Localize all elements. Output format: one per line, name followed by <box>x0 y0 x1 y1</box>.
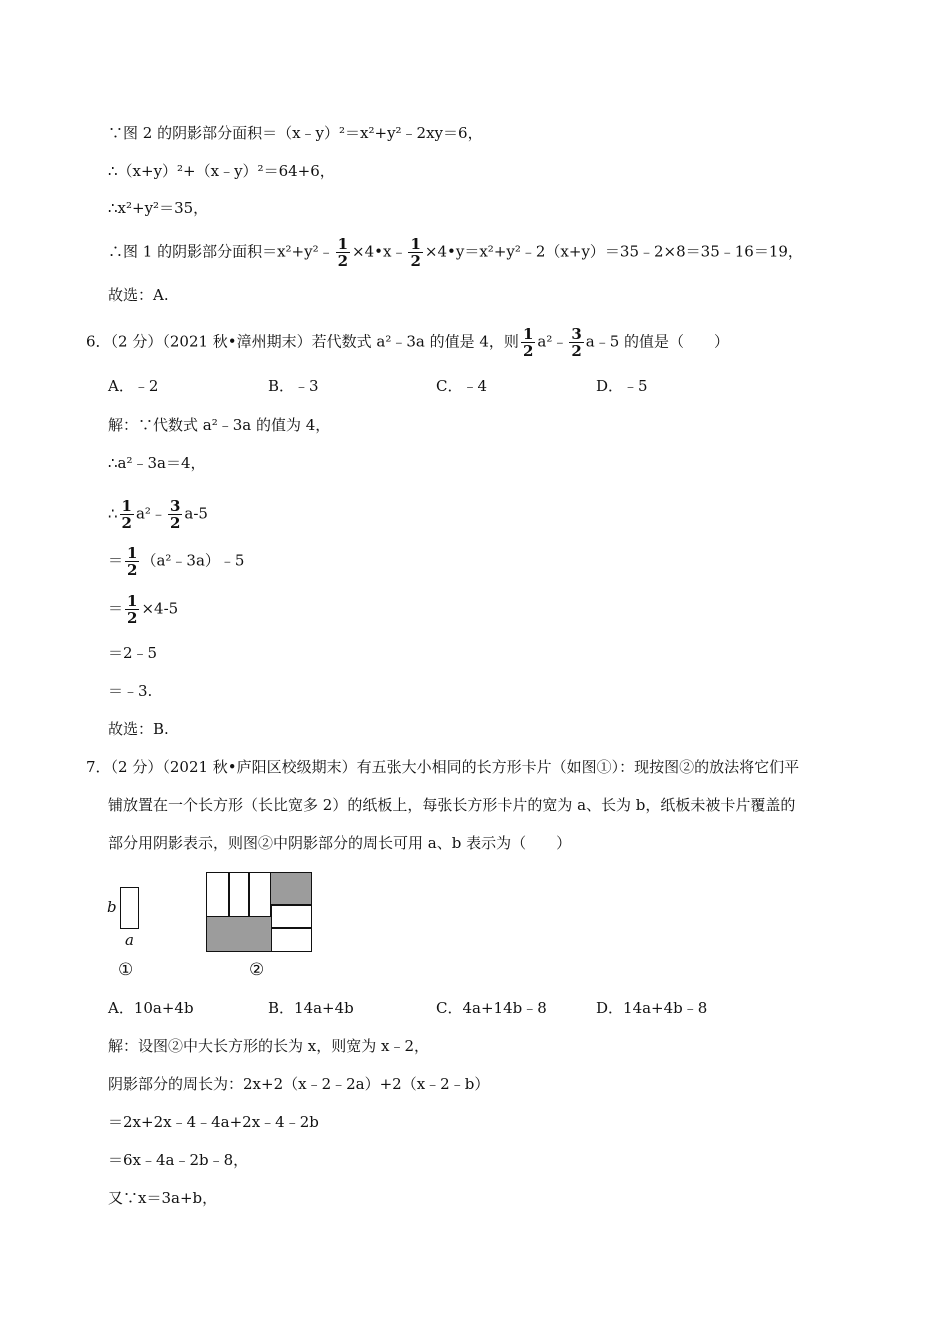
solution-7-line-1: 解：设图②中大长方形的长为 x，则宽为 x﹣2， <box>108 1037 430 1055</box>
card-horizontal-1 <box>270 904 312 929</box>
denominator: 2 <box>127 561 138 579</box>
option-d: D．14a+4b﹣8 <box>596 999 708 1017</box>
card-vertical-2 <box>228 872 250 918</box>
numerator: 1 <box>121 497 132 515</box>
solution-6-line-7: ＝﹣3. <box>108 682 153 700</box>
denominator: 2 <box>121 514 132 532</box>
numerator: 1 <box>522 325 534 343</box>
figure-1-b-label: b <box>107 898 117 916</box>
question-7-line-3: 部分用阴影表示，则图②中阴影部分的周长可用 a、b 表示为（ ） <box>108 834 572 852</box>
figure-1-label: ① <box>118 960 134 980</box>
denominator: 2 <box>169 514 181 532</box>
question-7-line-1: 7．（2 分）（2021 秋•庐阳区校级期末）有五张大小相同的长方形卡片（如图①）：现按图②的放法将它们平 <box>86 758 800 776</box>
text: 6．（2 分）（2021 秋•漳州期末）若代数式 a²﹣3a 的值是 4，则 <box>86 332 519 351</box>
numerator: 1 <box>127 544 138 562</box>
solution-6-line-5 <box>108 593 178 626</box>
text: （a²﹣3a）﹣5 <box>141 551 245 570</box>
text: ∴ <box>108 504 118 523</box>
card-vertical-3 <box>248 872 272 918</box>
question-7-line-2: 铺放置在一个长方形（长比宽多 2）的纸板上，每张长方形卡片的宽为 a、长为 b，纸板未被卡片覆盖的 <box>108 796 796 814</box>
fraction-half <box>408 236 422 269</box>
denominator: 2 <box>522 342 534 360</box>
solution-line-5: 故选：A. <box>108 286 169 304</box>
text: a²﹣ <box>537 332 568 351</box>
question-6-options <box>108 376 808 396</box>
solution-6-line-4 <box>108 545 244 578</box>
option-a: A．10a+4b <box>108 999 194 1017</box>
solution-6-line-3 <box>108 498 208 531</box>
fraction-half <box>125 545 139 578</box>
solution-6-line-8: 故选：B. <box>108 720 169 738</box>
option-d: D．﹣5 <box>596 377 648 395</box>
text: ×4•x﹣ <box>352 242 407 261</box>
card-vertical-1 <box>206 872 230 918</box>
text: ∴图 1 的阴影部分面积＝x²+y²﹣ <box>108 242 334 261</box>
figure-1-a-label: a <box>125 931 134 949</box>
denominator: 2 <box>571 342 582 360</box>
text: a﹣5 的值是（ ） <box>585 332 730 351</box>
fraction-half <box>521 326 535 359</box>
option-c: C．4a+14b﹣8 <box>436 999 547 1017</box>
solution-7-line-2: 阴影部分的周长为：2x+2（x﹣2﹣2a）+2（x﹣2﹣b） <box>108 1075 490 1093</box>
numerator: 1 <box>410 235 421 253</box>
text: ＝ <box>108 551 124 570</box>
denominator: 2 <box>337 252 349 270</box>
solution-line-4 <box>108 236 803 269</box>
solution-6-line-6: ＝2﹣5 <box>108 644 158 662</box>
shaded-region-bottom-left <box>206 916 272 952</box>
text: ＝ <box>108 599 124 618</box>
option-c: C．﹣4 <box>436 377 488 395</box>
option-b: B．14a+4b <box>268 999 354 1017</box>
text: ×4-5 <box>141 599 179 618</box>
solution-line-2: ∴（x+y）²+（x﹣y）²＝64+6， <box>108 162 335 180</box>
fraction-three-halves <box>569 326 583 359</box>
figure-2-label: ② <box>249 960 265 980</box>
fraction-three-halves <box>168 498 182 531</box>
fraction-half <box>336 236 350 269</box>
card-horizontal-2 <box>270 927 312 952</box>
fraction-half <box>125 593 139 626</box>
option-b: B．﹣3 <box>268 377 319 395</box>
question-6 <box>86 326 729 359</box>
fraction-half <box>120 498 134 531</box>
numerator: 1 <box>337 235 349 253</box>
solution-6-line-1: 解：∵代数式 a²﹣3a 的值为 4， <box>108 416 331 434</box>
solution-line-1: ∵图 2 的阴影部分面积＝（x﹣y）²＝x²+y²﹣2xy＝6， <box>108 124 483 142</box>
solution-6-line-2: ∴a²﹣3a＝4， <box>108 454 206 472</box>
question-7-options <box>108 998 808 1018</box>
figure-1-card <box>120 887 139 929</box>
text: ×4•y＝x²+y²﹣2（x+y）＝35﹣2×8＝35﹣16＝19， <box>424 242 803 261</box>
numerator: 3 <box>169 497 181 515</box>
solution-line-3: ∴x²+y²＝35， <box>108 199 209 217</box>
numerator: 1 <box>127 592 138 610</box>
text: a²﹣ <box>135 504 166 523</box>
denominator: 2 <box>127 609 138 627</box>
denominator: 2 <box>410 252 421 270</box>
solution-7-line-5: 又∵x＝3a+b， <box>108 1189 218 1207</box>
solution-7-line-4: ＝6x﹣4a﹣2b﹣8， <box>108 1151 249 1169</box>
figure-2-diagram <box>206 872 312 952</box>
solution-7-line-3: ＝2x+2x﹣4﹣4a+2x﹣4﹣2b <box>108 1113 319 1131</box>
option-a: A．﹣2 <box>108 377 159 395</box>
text: a-5 <box>184 504 208 523</box>
numerator: 3 <box>571 325 582 343</box>
shaded-region-top-right <box>270 872 312 906</box>
